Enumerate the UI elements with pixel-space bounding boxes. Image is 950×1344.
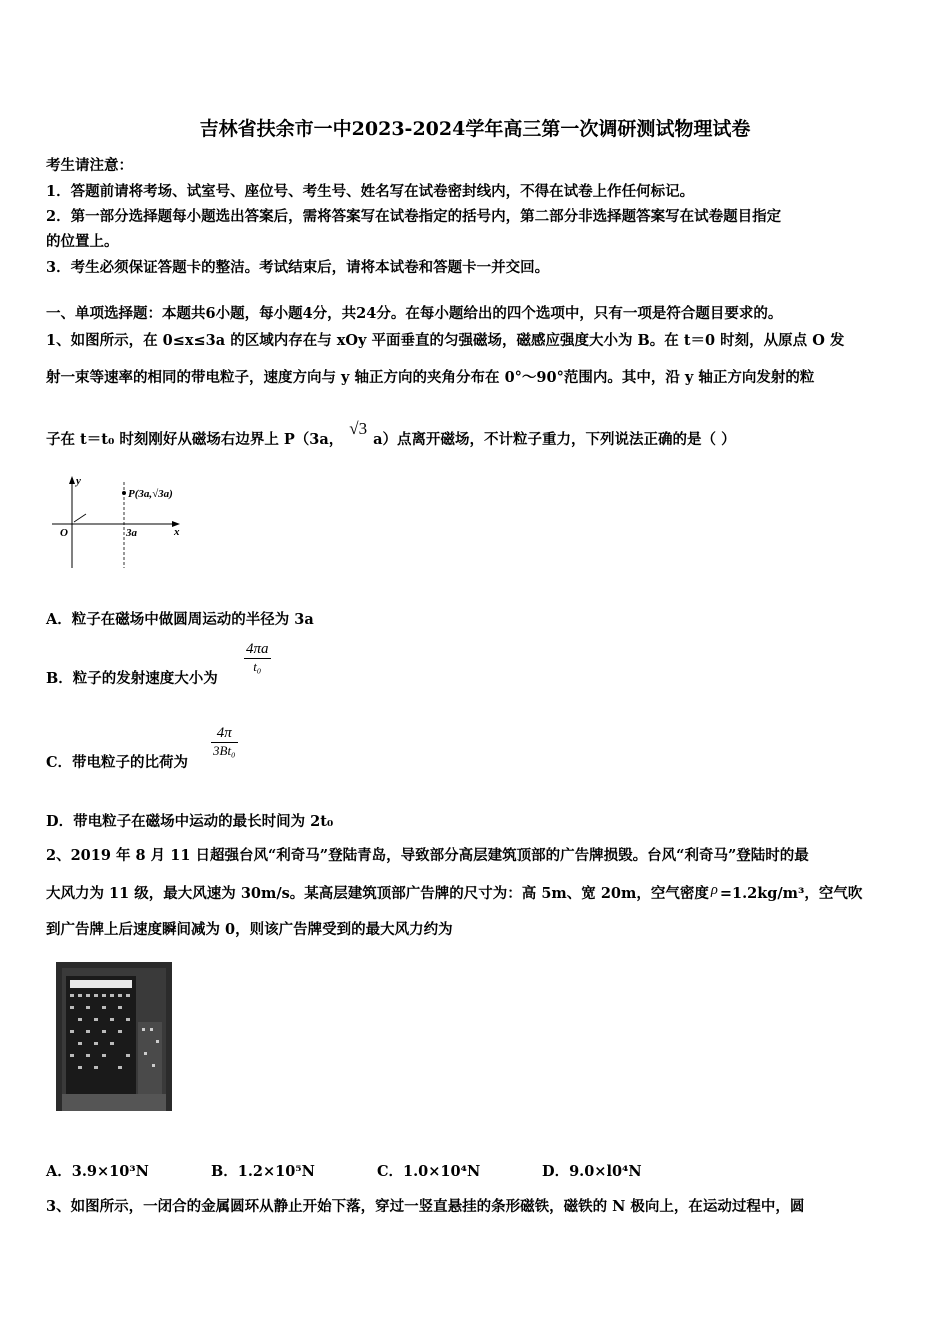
- notice-header: 考生请注意：: [46, 157, 133, 174]
- q1-option-d: D．带电粒子在磁场中运动的最长时间为 2t₀: [46, 813, 334, 830]
- fraction-denominator: 3Bt₀: [213, 743, 236, 758]
- q2-line-2: [46, 882, 862, 903]
- notice-item-2-cont: 的位置上。: [46, 233, 119, 250]
- tick-label-3a: 3a: [126, 527, 137, 539]
- notice-item-2: 2．第一部分选择题每小题选出答案后，需将答案写在试卷指定的括号内，第二部分非选择题答案写在试卷题目指定: [46, 208, 782, 225]
- sqrt-three: √3: [349, 419, 368, 438]
- y-axis-label: y: [76, 475, 81, 487]
- notice-item-1: 1．答题前请将考场、试室号、座位号、考生号、姓名写在试卷密封线内，不得在试卷上作任何标记。: [46, 183, 695, 200]
- point-p-label: P(3a,√3a): [128, 488, 173, 500]
- q2-option-a: A．3.9×10³N: [46, 1163, 149, 1180]
- q1-line-3a: 子在 t＝t₀ 时刻刚好从磁场右边界上 P（3a，: [46, 431, 344, 448]
- q2-option-d: D．9.0×l0⁴N: [542, 1163, 642, 1180]
- q1-line-2: 射一束等速率的相同的带电粒子，速度方向与 y 轴正方向的夹角分布在 0°～90°范围内。其中，沿 y 轴正方向发射的粒: [46, 369, 815, 386]
- q1-line-3b: a）点离开磁场，不计粒子重力，下列说法正确的是（ ）: [373, 431, 736, 448]
- fraction-numerator: 4πa: [246, 641, 269, 657]
- q1-option-b-fraction: [244, 641, 271, 675]
- page-title: 吉林省扶余市一中2023-2024学年高三第一次调研测试物理试卷: [199, 118, 751, 140]
- section-heading: 一、单项选择题：本题共6小题，每小题4分，共24分。在每小题给出的四个选项中，只有一项是符合题目要求的。: [46, 305, 783, 322]
- q2-option-c: C．1.0×10⁴N: [377, 1163, 481, 1180]
- q2-line-1: 2、2019 年 8 月 11 日超强台风“利奇马”登陆青岛，导致部分高层建筑顶部的广告牌损毁。台风“利奇马”登陆时的最: [46, 847, 809, 864]
- fraction-denominator: t₀: [253, 659, 262, 674]
- notice-item-3: 3．考生必须保证答题卡的整洁。考试结束后，请将本试卷和答题卡一并交回。: [46, 259, 550, 276]
- q1-option-a: A．粒子在磁场中做圆周运动的半径为 3a: [46, 611, 314, 628]
- building-photo: [56, 962, 172, 1117]
- q1-option-c-fraction: [211, 725, 238, 759]
- q1-coordinate-figure: [48, 472, 198, 572]
- q1-option-c: C．带电粒子的比荷为: [46, 754, 189, 771]
- q2-option-b: B．1.2×10⁵N: [211, 1163, 315, 1180]
- q1-option-b: B．粒子的发射速度大小为: [46, 670, 218, 687]
- rho-symbol: ρ: [710, 882, 718, 898]
- x-axis-label: x: [174, 526, 180, 538]
- q2-line-2b: =1.2kg/m³，空气吹: [719, 885, 863, 902]
- q1-line-1: 1、如图所示，在 0≤x≤3a 的区域内存在与 xOy 平面垂直的匀强磁场，磁感应强度大小为 B。在 t＝0 时刻，从原点 O 发: [46, 332, 845, 349]
- q2-line-2a: 大风力为 11 级，最大风速为 30m/s。某高层建筑顶部广告牌的尺寸为：高 5m、宽 20m，空气密度: [46, 885, 709, 902]
- fraction-numerator: 4π: [211, 725, 238, 743]
- origin-label: O: [60, 527, 68, 539]
- q2-line-3: 到广告牌上后速度瞬间减为 0，则该广告牌受到的最大风力约为: [46, 921, 453, 938]
- q1-line-3: [46, 419, 736, 449]
- q3-line-1: 3、如图所示，一闭合的金属圆环从静止开始下落，穿过一竖直悬挂的条形磁铁，磁铁的 N 极向上，在运动过程中，圆: [46, 1198, 805, 1215]
